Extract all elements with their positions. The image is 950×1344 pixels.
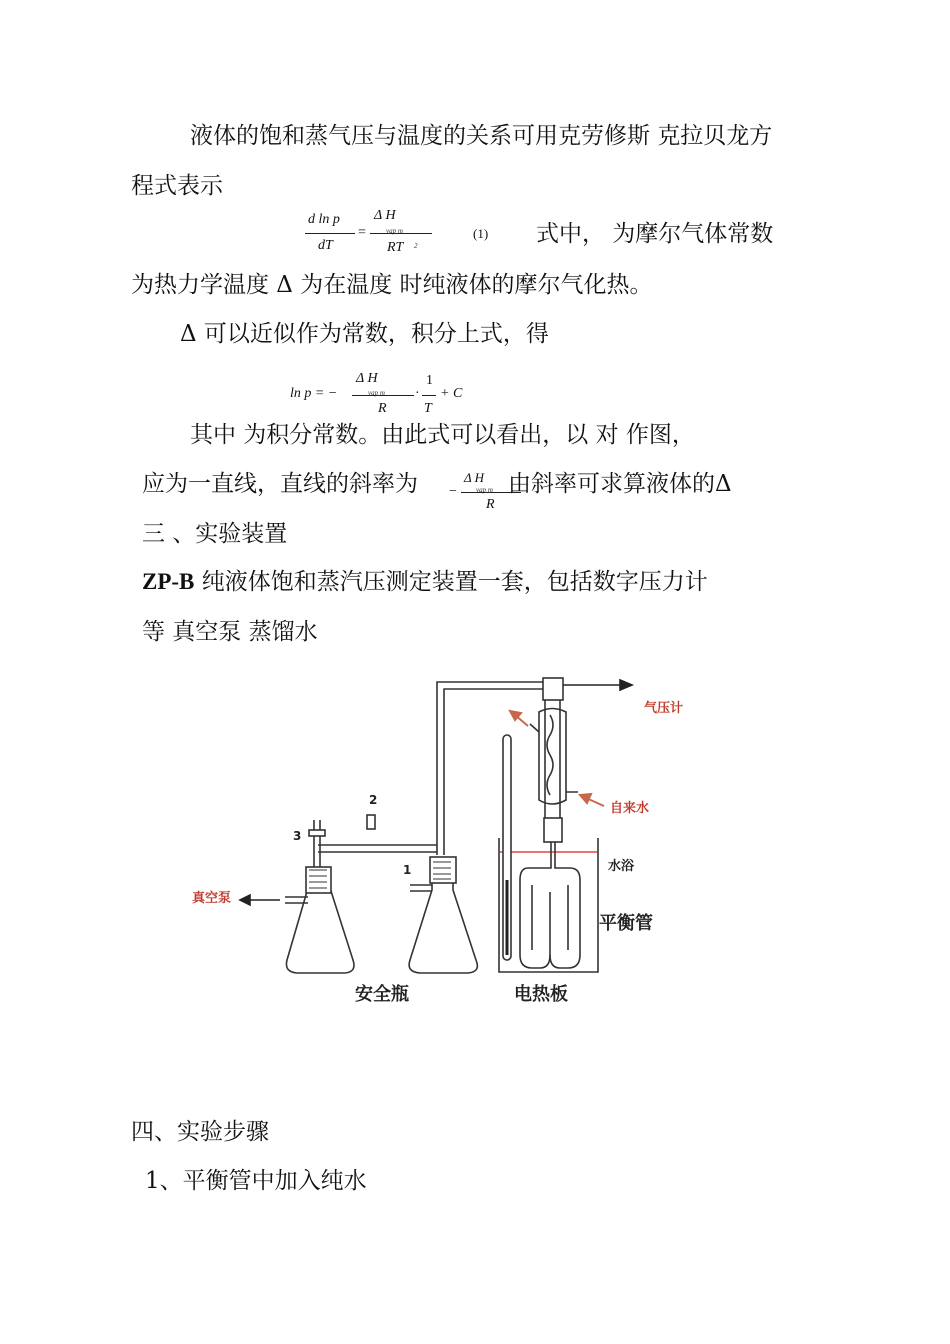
equipment-line2: 等 真空泵 蒸馏水 (142, 619, 318, 645)
para2-line: 为热力学温度 Δ 为在温度 时纯液体的摩尔气化热。 (131, 272, 653, 298)
eq1-rhs-numerator: Δ H (374, 208, 396, 223)
step-1: 1、平衡管中加入纯水 (145, 1168, 367, 1194)
apparatus-figure (180, 668, 740, 1013)
slope-numerator: Δ H (464, 470, 485, 485)
eq2-denominator: R (378, 401, 387, 416)
section4-heading: 四、实验步骤 (131, 1119, 269, 1145)
slope-denominator: R (486, 497, 495, 512)
label-num-3: 3 (293, 829, 302, 843)
para4-line1: 其中 为积分常数。由此式可以看出，以 对 作图， (190, 422, 695, 448)
eq2-frac2-denominator: T (424, 401, 432, 416)
label-balance-tube: 平衡管 (599, 913, 653, 934)
section3-heading: 三 、实验装置 (142, 521, 288, 547)
right-flask (409, 872, 477, 973)
label-vacuum-pump: 真空泵 (192, 891, 232, 906)
eq1-equals: = (358, 225, 366, 240)
label-safety-bottle: 安全瓶 (355, 984, 409, 1005)
water-bath (499, 838, 598, 972)
para3-line: Δ 可以近似作为常数，积分上式，得 (180, 321, 549, 347)
label-num-2: 2 (369, 793, 378, 807)
equipment-desc: 纯液体饱和蒸汽压测定装置一套，包括数字压力计 (194, 569, 708, 595)
para1-line1: 液体的饱和蒸气压与温度的关系可用克劳修斯 克拉贝龙方 (190, 123, 773, 149)
eq2-lhs: ln p = − (290, 386, 338, 401)
eq1-rhs-subscript: vap m (386, 227, 403, 235)
eq1-denominator: dT (318, 238, 333, 253)
label-tap-water: 自来水 (610, 801, 650, 816)
eq1-label: (1) (473, 226, 489, 241)
eq2-subscript: vap m (368, 389, 385, 397)
eq2-tail: + C (440, 386, 463, 401)
eq2-frac2-numerator: 1 (426, 373, 433, 388)
eq1-rhs-denominator: RT (387, 240, 404, 255)
equipment-line1 (142, 568, 708, 596)
label-num-1: 1 (403, 863, 412, 877)
label-hot-plate: 电热板 (514, 984, 568, 1005)
eq1-numerator: d ln p (308, 212, 340, 227)
para4-line2-tail: 由斜率可求算液体的Δ (508, 471, 732, 497)
label-gauge: 气压计 (644, 701, 684, 716)
para4-line2: 应为一直线，直线的斜率为 (142, 471, 418, 497)
eq1-note: 式中， 为摩尔气体常数 (536, 221, 774, 247)
eq2-dot: · (415, 386, 420, 401)
slope-minus: − (449, 484, 457, 499)
label-water-bath: 水浴 (608, 859, 635, 874)
slope-subscript: vap m (476, 486, 493, 494)
equipment-model: ZP-B (142, 569, 195, 594)
eq2-numerator: Δ H (356, 371, 378, 386)
para1-line2: 程式表示 (131, 173, 223, 199)
eq1-rhs-exponent: 2 (414, 242, 418, 250)
balance-tube (520, 842, 551, 968)
